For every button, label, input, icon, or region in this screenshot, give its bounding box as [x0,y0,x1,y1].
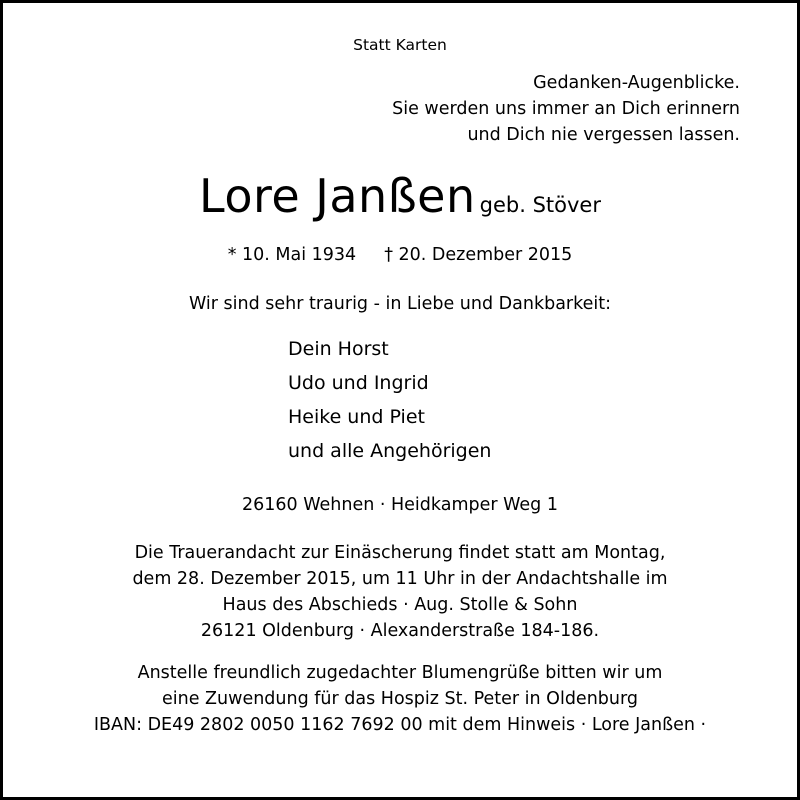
donation-line-1: Anstelle freundlich zugedachter Blumengrüße bitten wir um [137,663,663,683]
signers-list [288,332,491,468]
service-line-4: 26121 Oldenburg · Alexanderstraße 184-186. [200,621,600,641]
service-line-3: Haus des Abschieds · Aug. Stolle & Sohn [222,595,578,615]
poem-line-1: Gedanken-Augenblicke. [533,73,740,93]
poem-line-2: Sie werden uns immer an Dich erinnern [392,99,740,119]
death-date: † 20. Dezember 2015 [384,245,573,265]
statt-karten-label: Statt Karten [353,36,447,54]
signer: und alle Angehörigen [288,440,492,462]
deceased-birth-name: geb. Stöver [479,193,601,217]
life-dates [0,244,800,266]
mourning-line: Wir sind sehr traurig - in Liebe und Dankbarkeit: [188,294,612,314]
donation-line-2: eine Zuwendung für das Hospiz St. Peter in Oldenburg [162,689,638,709]
donation-line-3: IBAN: DE49 2802 0050 1162 7692 00 mit dem Hinweis · Lore Janßen · [93,715,707,735]
service-line-1: Die Trauerandacht zur Einäscherung findet statt am Montag, [134,543,666,563]
birth-date: * 10. Mai 1934 [227,245,357,265]
signer: Dein Horst [288,338,389,360]
signer: Heike und Piet [288,406,425,428]
signer: Udo und Ingrid [288,372,429,394]
deceased-heading [0,168,800,224]
mourner-address: 26160 Wehnen · Heidkamper Weg 1 [242,495,558,515]
poem-line-3: und Dich nie vergessen lassen. [467,125,740,145]
service-line-2: dem 28. Dezember 2015, um 11 Uhr in der Andachtshalle im [132,569,668,589]
deceased-name: Lore Janßen [199,169,476,223]
